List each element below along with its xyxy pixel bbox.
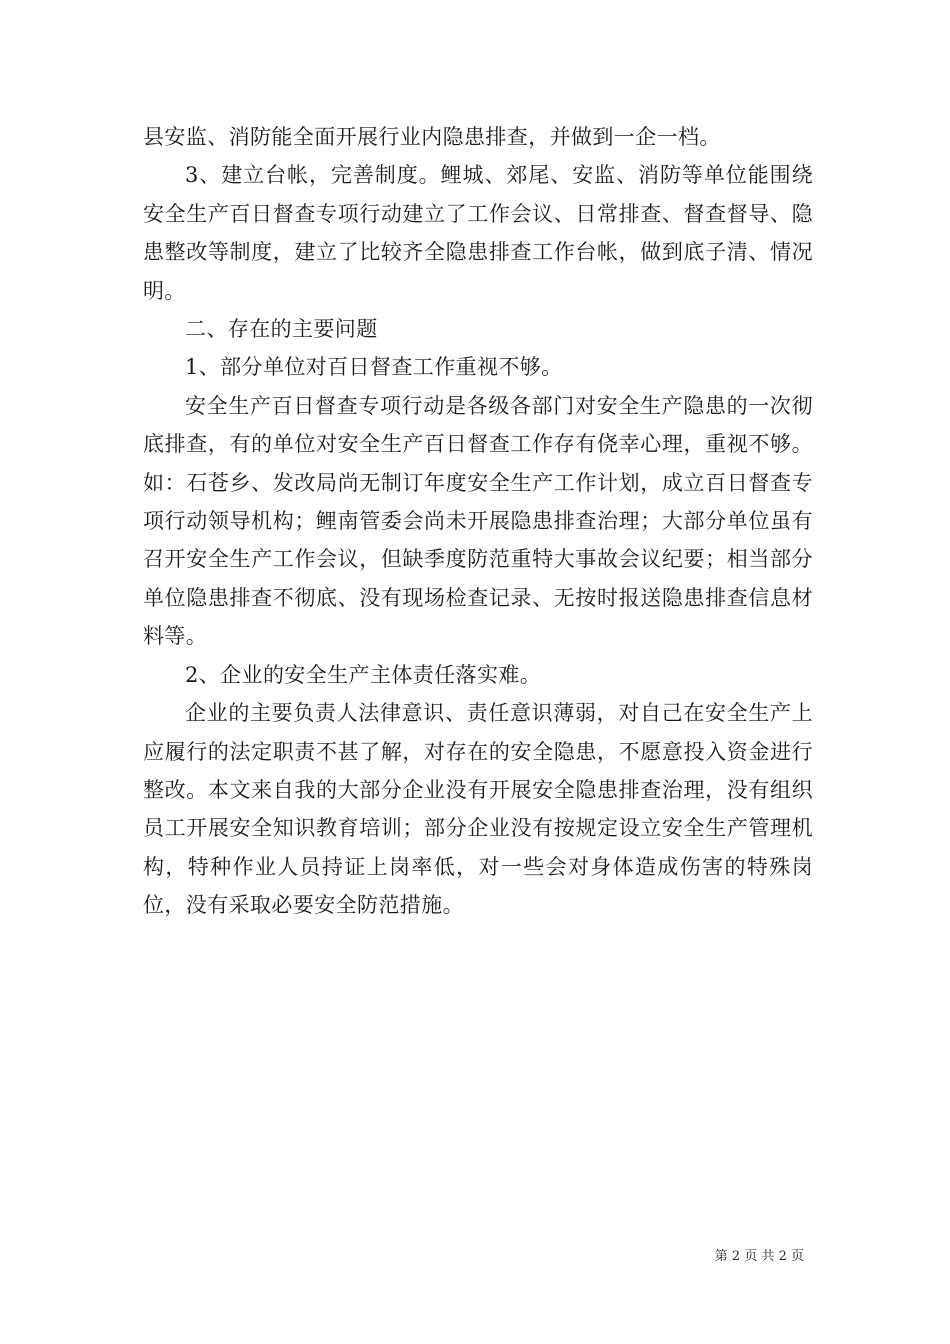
document-body [143,118,813,925]
subsection-heading: 2、企业的安全生产主体责任落实难。 [185,662,542,687]
page-footer: 第 2 页 共 2 页 [714,1249,804,1264]
paragraph: 县安监、消防能全面开展行业内隐患排查，并做到一企一档。 [143,125,721,149]
section-heading: 二、存在的主要问题 [185,317,378,342]
subsection-heading: 1、部分单位对百日督查工作重视不够。 [185,355,563,380]
paragraph: 3、建立台帐，完善制度。鲤城、郊尾、安监、消防等单位能围绕安全生产百日督查专项行动建立了工作会议、日常排查、督查督导、隐患整改等制度，建立了比较齐全隐患排查工作台帐，做到底子清、情况明。 [143,163,813,303]
paragraph: 企业的主要负责人法律意识、责任意识薄弱，对自己在安全生产上应履行的法定职责不甚了解，对存在的安全隐患，不愿意投入资金进行整改。本文来自我的大部分企业没有开展安全隐患排查治理，没有组织员工开展安全知识教育培训；部分企业没有按规定设立安全生产管理机构，特种作业人员持证上岗率低，对一些会对身体造成伤害的特殊岗位，没有采取必要安全防范措施。 [143,701,813,918]
paragraph: 安全生产百日督查专项行动是各级各部门对安全生产隐患的一次彻底排查，有的单位对安全生产百日督查工作存有侥幸心理，重视不够。如：石苍乡、发改局尚无制订年度安全生产工作计划，成立百日督查专项行动领导机构；鲤南管委会尚未开展隐患排查治理；大部分单位虽有召开安全生产工作会议，但缺季度防范重特大事故会议纪要；相当部分单位隐患排查不彻底、没有现场检查记录、无按时报送隐患排查信息材料等。 [143,393,813,649]
